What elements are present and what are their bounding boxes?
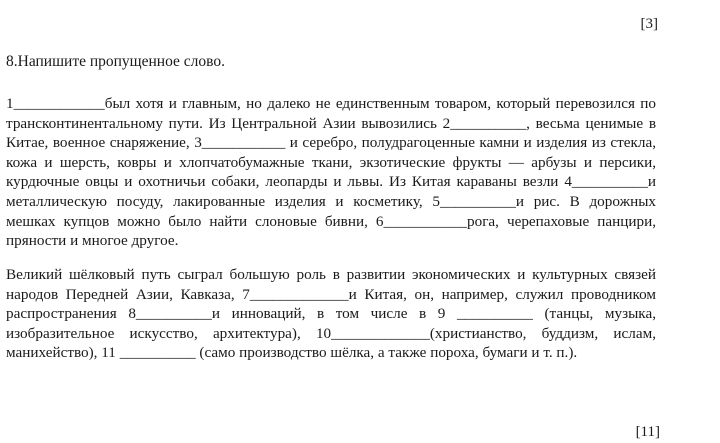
paragraph-1: 1____________был хотя и главным, но далеко не единственным товаром, который перевозился по трансконтинентальному пути. Из Центральной Азии вывозились 2__________, весьма ценимые в Китае, военное снаряжение, 3___________ и серебро, полудрагоценные камни и изделия из стекла, кожа и шерсть, ковры и хлопчатобумажные ткани, экзотические фрукты — арбузы и персики, курдючные овцы и охотничьи собаки, леопарды и львы. Из Китая караваны везли 4__________и металлическую посуду, лакированные изделия и косметику, 5__________и рис. В дорожных мешках купцов можно было найти слоновые бивни, 6___________рога, черепаховые панцири, пряности и многое другое.	[6, 95, 656, 250]
task-title: 8.Напишите пропущенное слово.	[6, 53, 225, 70]
paragraph-2: Великий шёлковый путь сыграл большую роль в развитии экономических и культурных связей народов Передней Азии, Кавказа, 7_____________и Китая, он, например, служил проводником распространения 8__________и инноваций, в том числе в 9 __________ (танцы, музыка, изобразительное искусство, архитектура), 10_____________(христианство, буддизм, ислам, манихейство), 11 __________ (само производство шёлка, а также пороха, бумаги и т. п.).	[6, 266, 656, 362]
score-mark-top: [3]	[640, 16, 658, 32]
score-mark-bottom: [11]	[635, 424, 660, 440]
